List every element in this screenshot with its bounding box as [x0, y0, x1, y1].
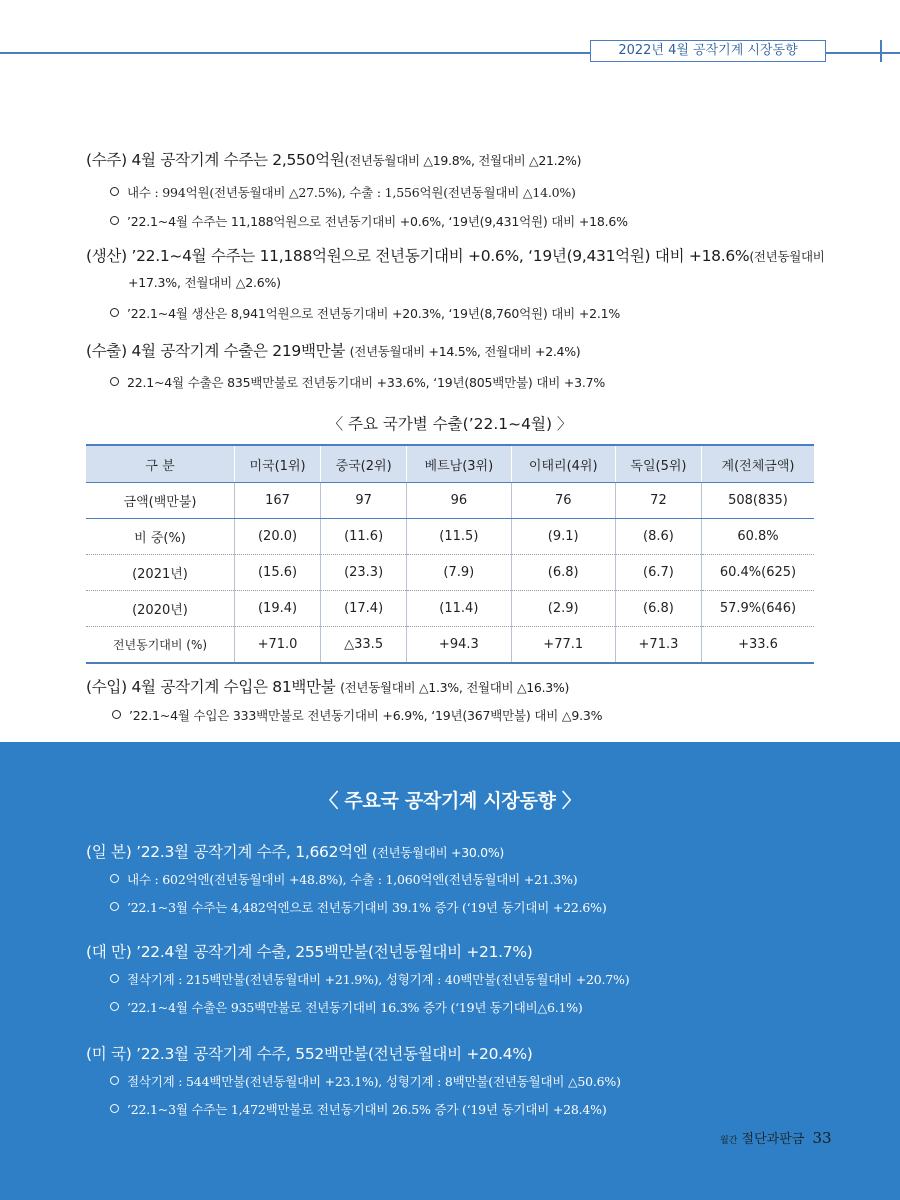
table-cell: 비 중(%) [86, 519, 235, 555]
table-cell: (8.6) [615, 519, 701, 555]
usa-heading: (미 국) ’22.3월 공작기계 수주, 552백만불(전년동월대비 +20.4%) [86, 1045, 533, 1063]
imports-section [86, 675, 806, 724]
table-cell: (6.8) [511, 555, 615, 591]
table-cell: 508(835) [702, 483, 815, 519]
table-cell: (2.9) [511, 591, 615, 627]
table-row [86, 555, 814, 591]
table-title: 〈 주요 국가별 수출(’22.1~4월) 〉 [327, 415, 573, 433]
table-header-cell: 계(전체금액) [702, 445, 815, 483]
table-cell: (11.4) [407, 591, 511, 627]
header-tick [880, 40, 882, 62]
taiwan-bullet-2: ’22.1~4월 수출은 935백만불로 전년동기대비 16.3% 증가 (‘19년 동기대비△6.1%) [86, 998, 806, 1016]
table-header-cell: 구 분 [86, 445, 235, 483]
imports-heading: (수입) 4월 공작기계 수입은 81백만불 (전년동월대비 △1.3%, 전월대비 △16.3%) [86, 678, 570, 696]
table-cell: 72 [615, 483, 701, 519]
table-header-cell: 이태리(4위) [511, 445, 615, 483]
orders-bullet-1: 내수 : 994억원(전년동월대비 △27.5%), 수출 : 1,556억원(전년동월대비 △14.0%) [86, 183, 806, 201]
table-cell: +94.3 [407, 627, 511, 664]
table-cell: 60.8% [702, 519, 815, 555]
usa-bullet-1: 절삭기계 : 544백만불(전년동월대비 +23.1%), 성형기계 : 8백만불(전년동월대비 △50.6%) [86, 1072, 806, 1090]
table-cell: (11.6) [321, 519, 407, 555]
table-header-row [86, 445, 814, 483]
table-cell: 전년동기대비 (%) [86, 627, 235, 664]
table-cell: (23.3) [321, 555, 407, 591]
table-cell: (7.9) [407, 555, 511, 591]
imports-bullet-1: ’22.1~4월 수입은 333백만불로 전년동기대비 +6.9%, ‘19년(367백만불) 대비 △9.3% [86, 706, 806, 724]
japan-heading: (일 본) ’22.3월 공작기계 수주, 1,662억엔 (전년동월대비 +30.0%) [86, 843, 504, 861]
production-heading: (생산) ’22.1~4월 수주는 11,188억원으로 전년동기대비 +0.6%, ‘19년(9,431억원) 대비 +18.6%(전년동월대비 [86, 247, 825, 265]
bullet-icon [110, 1076, 119, 1085]
taiwan-heading: (대 만) ’22.4월 공작기계 수출, 255백만불(전년동월대비 +21.7%) [86, 943, 533, 961]
table-cell: 96 [407, 483, 511, 519]
international-trends-title: 〈 주요국 공작기계 시장동향 〉 [319, 790, 581, 812]
production-bullet-1: ’22.1~4월 생산은 8,941억원으로 전년동기대비 +20.3%, ‘19년(8,760억원) 대비 +2.1% [86, 304, 806, 322]
table-cell: 76 [511, 483, 615, 519]
table-cell: (20.0) [235, 519, 321, 555]
bullet-icon [110, 874, 119, 883]
taiwan-bullet-1: 절삭기계 : 215백만불(전년동월대비 +21.9%), 성형기계 : 40백만불(전년동월대비 +20.7%) [86, 970, 806, 988]
table-cell: (2020년) [86, 591, 235, 627]
table-cell: △33.5 [321, 627, 407, 664]
exports-heading: (수출) 4월 공작기계 수출은 219백만불 (전년동월대비 +14.5%, 전월대비 +2.4%) [86, 342, 581, 360]
table-row [86, 627, 814, 664]
table-cell: (2021년) [86, 555, 235, 591]
japan-bullet-1: 내수 : 602억엔(전년동월대비 +48.8%), 수출 : 1,060억엔(전년동월대비 +21.3%) [86, 870, 806, 888]
table-cell: +71.3 [615, 627, 701, 664]
page-number: 33 [812, 1129, 832, 1147]
page-footer [720, 1128, 832, 1147]
table-cell: (6.7) [615, 555, 701, 591]
exports-section [86, 339, 806, 391]
bullet-icon [112, 710, 121, 719]
table-row [86, 483, 814, 519]
table-cell: (11.5) [407, 519, 511, 555]
orders-heading: (수주) 4월 공작기계 수주는 2,550억원(전년동월대비 △19.8%, 전월대비 △21.2%) [86, 151, 582, 169]
bullet-icon [110, 377, 119, 386]
bullet-icon [110, 902, 119, 911]
japan-bullet-2: ’22.1~3월 수주는 4,482억엔으로 전년동기대비 39.1% 증가 (‘19년 동기대비 +22.6%) [86, 898, 806, 916]
table-row [86, 591, 814, 627]
usa-bullet-2: ’22.1~3월 수주는 1,472백만불로 전년동기대비 26.5% 증가 (‘19년 동기대비 +28.4%) [86, 1100, 806, 1118]
usa-section [86, 1042, 806, 1118]
table-cell: (15.6) [235, 555, 321, 591]
table-cell: (9.1) [511, 519, 615, 555]
running-header: 2022년 4월 공작기계 시장동향 [590, 40, 826, 62]
table-header-cell: 베트남(3위) [407, 445, 511, 483]
table-cell: 60.4%(625) [702, 555, 815, 591]
table-cell: 금액(백만불) [86, 483, 235, 519]
production-heading-line2: +17.3%, 전월대비 △2.6%) [128, 275, 281, 290]
table-cell: +33.6 [702, 627, 815, 664]
table-cell: 97 [321, 483, 407, 519]
table-cell: 167 [235, 483, 321, 519]
taiwan-section [86, 940, 806, 1016]
table-header-cell: 독일(5위) [615, 445, 701, 483]
table-header-cell: 중국(2위) [321, 445, 407, 483]
production-section [86, 244, 825, 322]
bullet-icon [110, 1104, 119, 1113]
export-by-country-table [86, 444, 814, 664]
exports-bullet-1: 22.1~4월 수출은 835백만불로 전년동기대비 +33.6%, ‘19년(805백만불) 대비 +3.7% [86, 373, 806, 391]
table-cell: 57.9%(646) [702, 591, 815, 627]
bullet-icon [110, 187, 119, 196]
japan-section [86, 840, 806, 916]
bullet-icon [110, 974, 119, 983]
table-cell: (17.4) [321, 591, 407, 627]
table-cell: +71.0 [235, 627, 321, 664]
orders-bullet-2: ’22.1~4월 수주는 11,188억원으로 전년동기대비 +0.6%, ‘19년(9,431억원) 대비 +18.6% [86, 212, 806, 230]
orders-section [86, 148, 806, 230]
bullet-icon [110, 308, 119, 317]
table-header-cell: 미국(1위) [235, 445, 321, 483]
footer-magazine-name: 절단과판금 [741, 1132, 805, 1147]
table-cell: +77.1 [511, 627, 615, 664]
table-cell: (19.4) [235, 591, 321, 627]
table-row [86, 519, 814, 555]
bullet-icon [110, 216, 119, 225]
footer-monthly-label: 월간 [720, 1136, 738, 1146]
table-cell: (6.8) [615, 591, 701, 627]
bullet-icon [110, 1002, 119, 1011]
